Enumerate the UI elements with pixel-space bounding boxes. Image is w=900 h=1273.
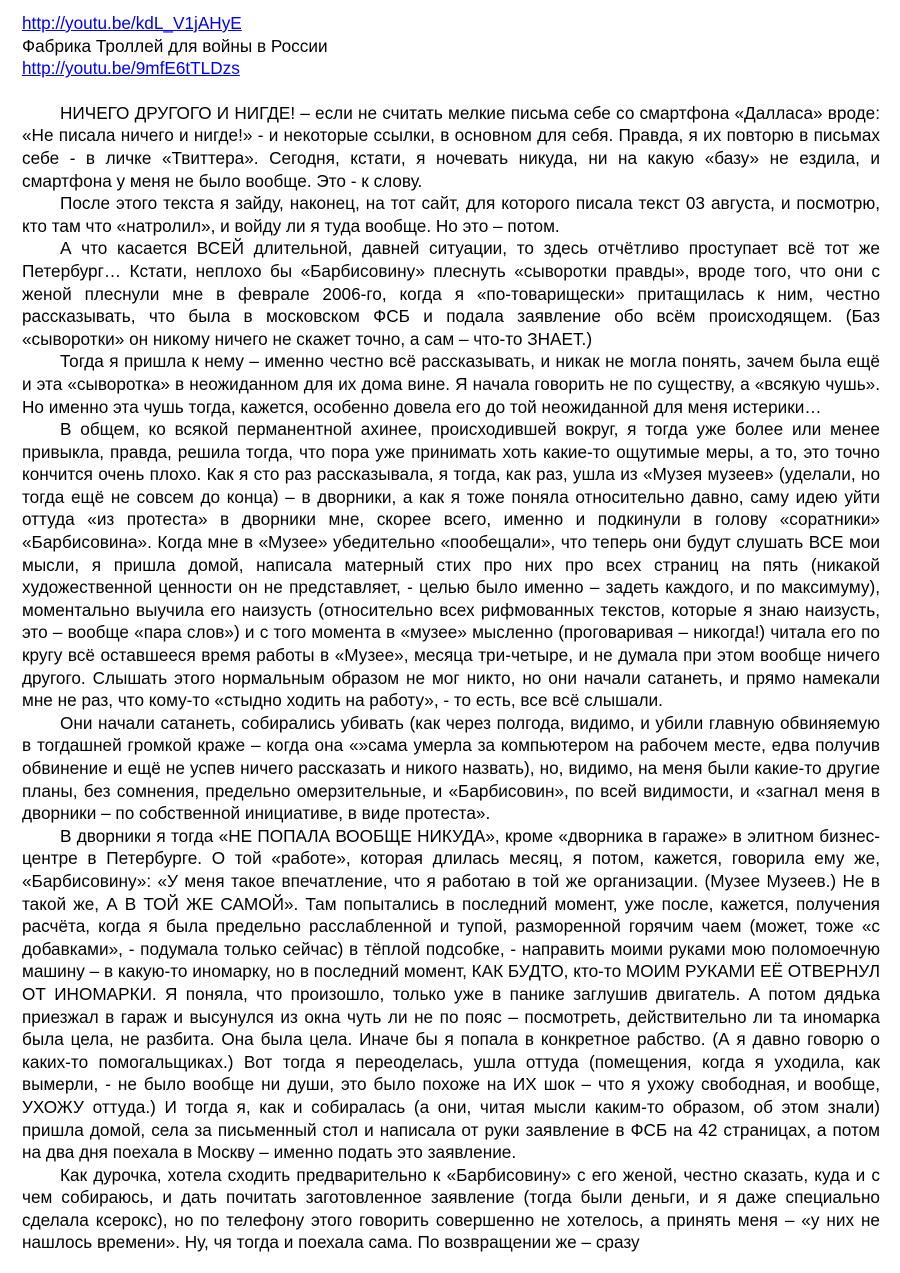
document-page	[22, 12, 880, 1254]
paragraph: Тогда я пришла к нему – именно честно всё рассказывать, и никак не могла понять, зачем была ещё и эта «сыворотка» в неожиданном для их дома вине. Я начала говорить не по существу, а «всякую чушь». Но именно эта чушь тогда, кажется, особенно довела его до той неожиданной для меня истерики…	[22, 351, 880, 417]
paragraph: После этого текста я зайду, наконец, на тот сайт, для которого писала текст 03 августа, и посмотрю, кто там что «натролил», и войду ли я туда вообще. Но это – потом.	[22, 193, 880, 236]
link-caption: Фабрика Троллей для войны в России	[22, 35, 328, 56]
video-link-1[interactable]: http://youtu.be/kdL_V1jAHyE	[22, 13, 242, 33]
paragraph: Как дурочка, хотела сходить предварительно к «Барбисовину» с его женой, честно сказать, куда и с чем собираюсь, и дать почитать заготовленное заявление (тогда были деньги, и я даже специально сделала ксерокс), но по телефону этого говорить совершенно не хотелось, а принять меня – «у них не нашлось времени». Ну, чя тогда и поехала сама. По возвращении же – сразу	[22, 1164, 880, 1253]
paragraph: НИЧЕГО ДРУГОГО И НИГДЕ! – если не считать мелкие письма себе со смартфона «Далласа» вроде: «Не писала ничего и нигде!» - и некоторые ссылки, в основном для себя. Правда, я их повторю в письмах себе - в личке «Твиттера». Сегодня, кстати, я ночевать никуда, ни на какую «базу» не ездила, и смартфона у меня не было вообще. Это - к слову.	[22, 102, 880, 191]
paragraph: А что касается ВСЕЙ длительной, давней ситуации, то здесь отчётливо проступает всё тот же Петербург… Кстати, неплохо бы «Барбисовину» плеснуть «сыворотки правды», вроде того, что они с женой плеснули мне в феврале 2006-го, когда я «по-товарищески» притащилась к ним, честно рассказывать, что была в московском ФСБ и подала заявление обо всём происходящем. (Баз «сыворотки» он никому ничего не скажет точно, а сам – что-то ЗНАЕТ.)	[22, 238, 880, 349]
video-link-2[interactable]: http://youtu.be/9mfE6tTLDzs	[22, 58, 240, 79]
paragraph: В общем, ко всякой перманентной ахинее, происходившей вокруг, я тогда уже более или менее привыкла, правда, решила тогда, что пора уже принимать хоть какие-то ощутимые меры, а то, это точно кончится очень плохо. Как я сто раз рассказывала, я тогда, как раз, ушла из «Музея музеев» (уделали, но тогда ещё не совсем до конца) – в дворники, а как я тоже поняла относительно давно, саму идею уйти оттуда «из протеста» в дворники мне, скорее всего, именно и подкинули в голову «соратники» «Барбисовина». Когда мне в «Музее» убедительно «пообещали», что теперь они будут слушать ВСЕ мои мысли, я пришла домой, написала матерный стих про них про всех страниц на пять (никакой художественной ценности он не представляет, - целью было именно – задеть каждого, и по максимуму), моментально выучила его наизусть (относительно всех рифмованных текстов, которые я знаю наизусть, это – вообще «пара слов») и с того момента в «музее» мысленно (проговаривая – никогда!) читала его по кругу всё оставшееся время работы в «Музее», месяца три-четыре, и не думала при этом вообще ничего другого. Слышать этого нормальным образом не мог никто, но они начали сатанеть, и прямо намекали мне не раз, что кому-то «стыдно ходить на работу», - то есть, все всё слышали.	[22, 419, 880, 711]
video-link-2-line	[22, 57, 880, 80]
paragraph: В дворники я тогда «НЕ ПОПАЛА ВООБЩЕ НИКУДА», кроме «дворника в гараже» в элитном бизнес-центре в Петербурге. О той «работе», которая длилась месяц, я потом, кажется, говорила ему же, «Барбисовину»: «У меня такое впечатление, что я работаю в той же организации. (Музее Музеев.) Не в такой же, А В ТОЙ ЖЕ САМОЙ». Там попытались в последний момент, уже после, кажется, получения расчёта, когда я была предельно расслабленной и тупой, разморенной горячим чаем (может, тоже «с добавками», - подумала только сейчас) в тёплой подсобке, - направить моими руками мою поломоечную машину – в какую-то иномарку, но в последний момент, КАК БУДТО, кто-то МОИМ РУКАМИ ЕЁ ОТВЕРНУЛ ОТ ИНОМАРКИ. Я поняла, что произошло, только уже в панике заглушив двигатель. А потом дядька приезжал в гараж и высунулся из окна чуть ли не по пояс – посмотреть, действительно ли та иномарка была цела, не разбита. Она была цела. Иначе бы я попала в конкретное рабство. (А я давно говорю о каких-то помогальщиках.) Вот тогда я переоделась, ушла оттуда (помещения, когда я уходила, как вымерли, - не было вообще ни души, это было похоже на ИХ шок – что я ухожу свободная, и вообще, УХОЖУ оттуда.) И тогда я, как и собиралась (а они, читая мысли каким-то образом, об этом знали) пришла домой, села за письменный стол и написала от руки заявление в ФСБ на 42 страницах, а потом на два дня поехала в Москву – именно подать это заявление.	[22, 825, 880, 1163]
spacer	[22, 80, 880, 102]
paragraph: Они начали сатанеть, собирались убивать (как через полгода, видимо, и убили главную обвиняемую в тогдашней громкой краже – когда она «»сама умерла за компьютером на рабочем месте, едва получив обвинение и ещё не успев ничего рассказать и никого назвать), но, видимо, на меня были какие-то другие планы, без сомнения, предельно омерзительные, и «Барбисовин», по всей видимости, и «загнал меня в дворники – по собственной инициативе, в виде протеста».	[22, 712, 880, 824]
video-link-1-line	[22, 12, 880, 35]
